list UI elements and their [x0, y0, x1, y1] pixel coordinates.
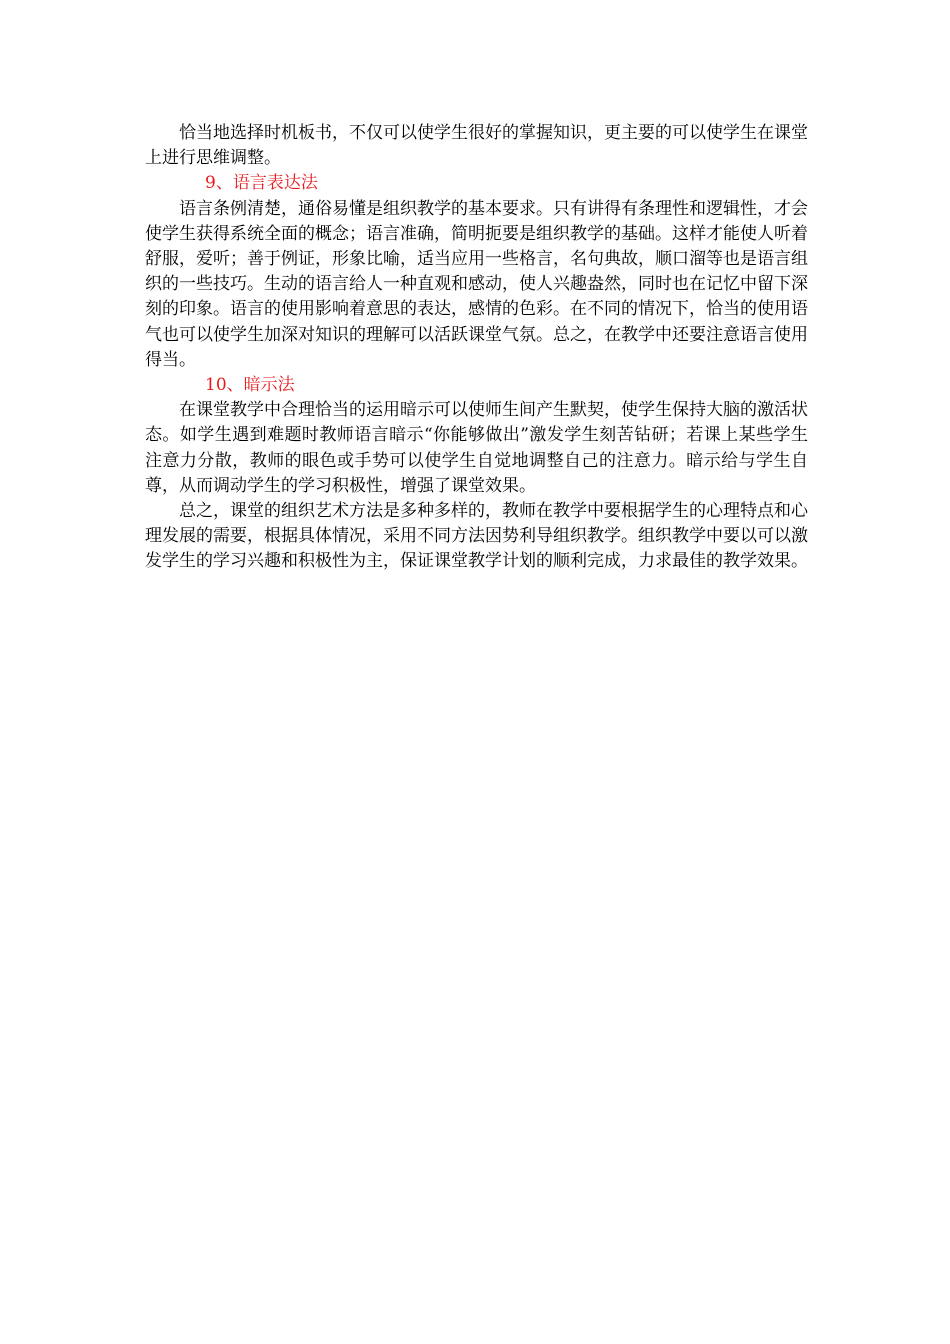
paragraph-conclusion: 总之，课堂的组织艺术方法是多种多样的，教师在教学中要根据学生的心理特点和心理发展的需要，根据具体情况，采用不同方法因势利导组织教学。组织教学中要以可以激发学生的学习兴趣和积极性为主，保证课堂教学计划的顺利完成，力求最佳的教学效果。 [145, 501, 808, 572]
paragraph-blackboard-writing: 恰当地选择时机板书，不仅可以使学生很好的掌握知识，更主要的可以使学生在课堂上进行思维调整。 [145, 123, 808, 169]
paragraph-suggestion: 在课堂教学中合理恰当的运用暗示可以使师生间产生默契，使学生保持大脑的激活状态。如学生遇到难题时教师语言暗示“你能够做出”激发学生刻苦钻研；若课上某些学生注意力分散，教师的眼色或手势可以使学生自觉地调整自己的注意力。暗示给与学生自尊，从而调动学生的学习积极性，增强了课堂效果。 [145, 400, 808, 496]
paragraph-language-expression: 语言条例清楚，通俗易懂是组织教学的基本要求。只有讲得有条理性和逻辑性，才会使学生获得系统全面的概念；语言准确，简明扼要是组织教学的基础。这样才能使人听着舒服，爱听；善于例证，形象比喻，适当应用一些格言，名句典故，顺口溜等也是语言组织的一些技巧。生动的语言给人一种直观和感动，使人兴趣盎然，同时也在记忆中留下深刻的印象。语言的使用影响着意思的表达，感情的色彩。在不同的情况下，恰当的使用语气也可以使学生加深对知识的理解可以活跃课堂气氛。总之，在教学中还要注意语言使用得当。 [145, 198, 808, 370]
document-body [145, 121, 808, 575]
section-heading-suggestion: 10、暗示法 [205, 375, 295, 396]
section-heading-language-expression: 9、语言表达法 [205, 173, 318, 194]
